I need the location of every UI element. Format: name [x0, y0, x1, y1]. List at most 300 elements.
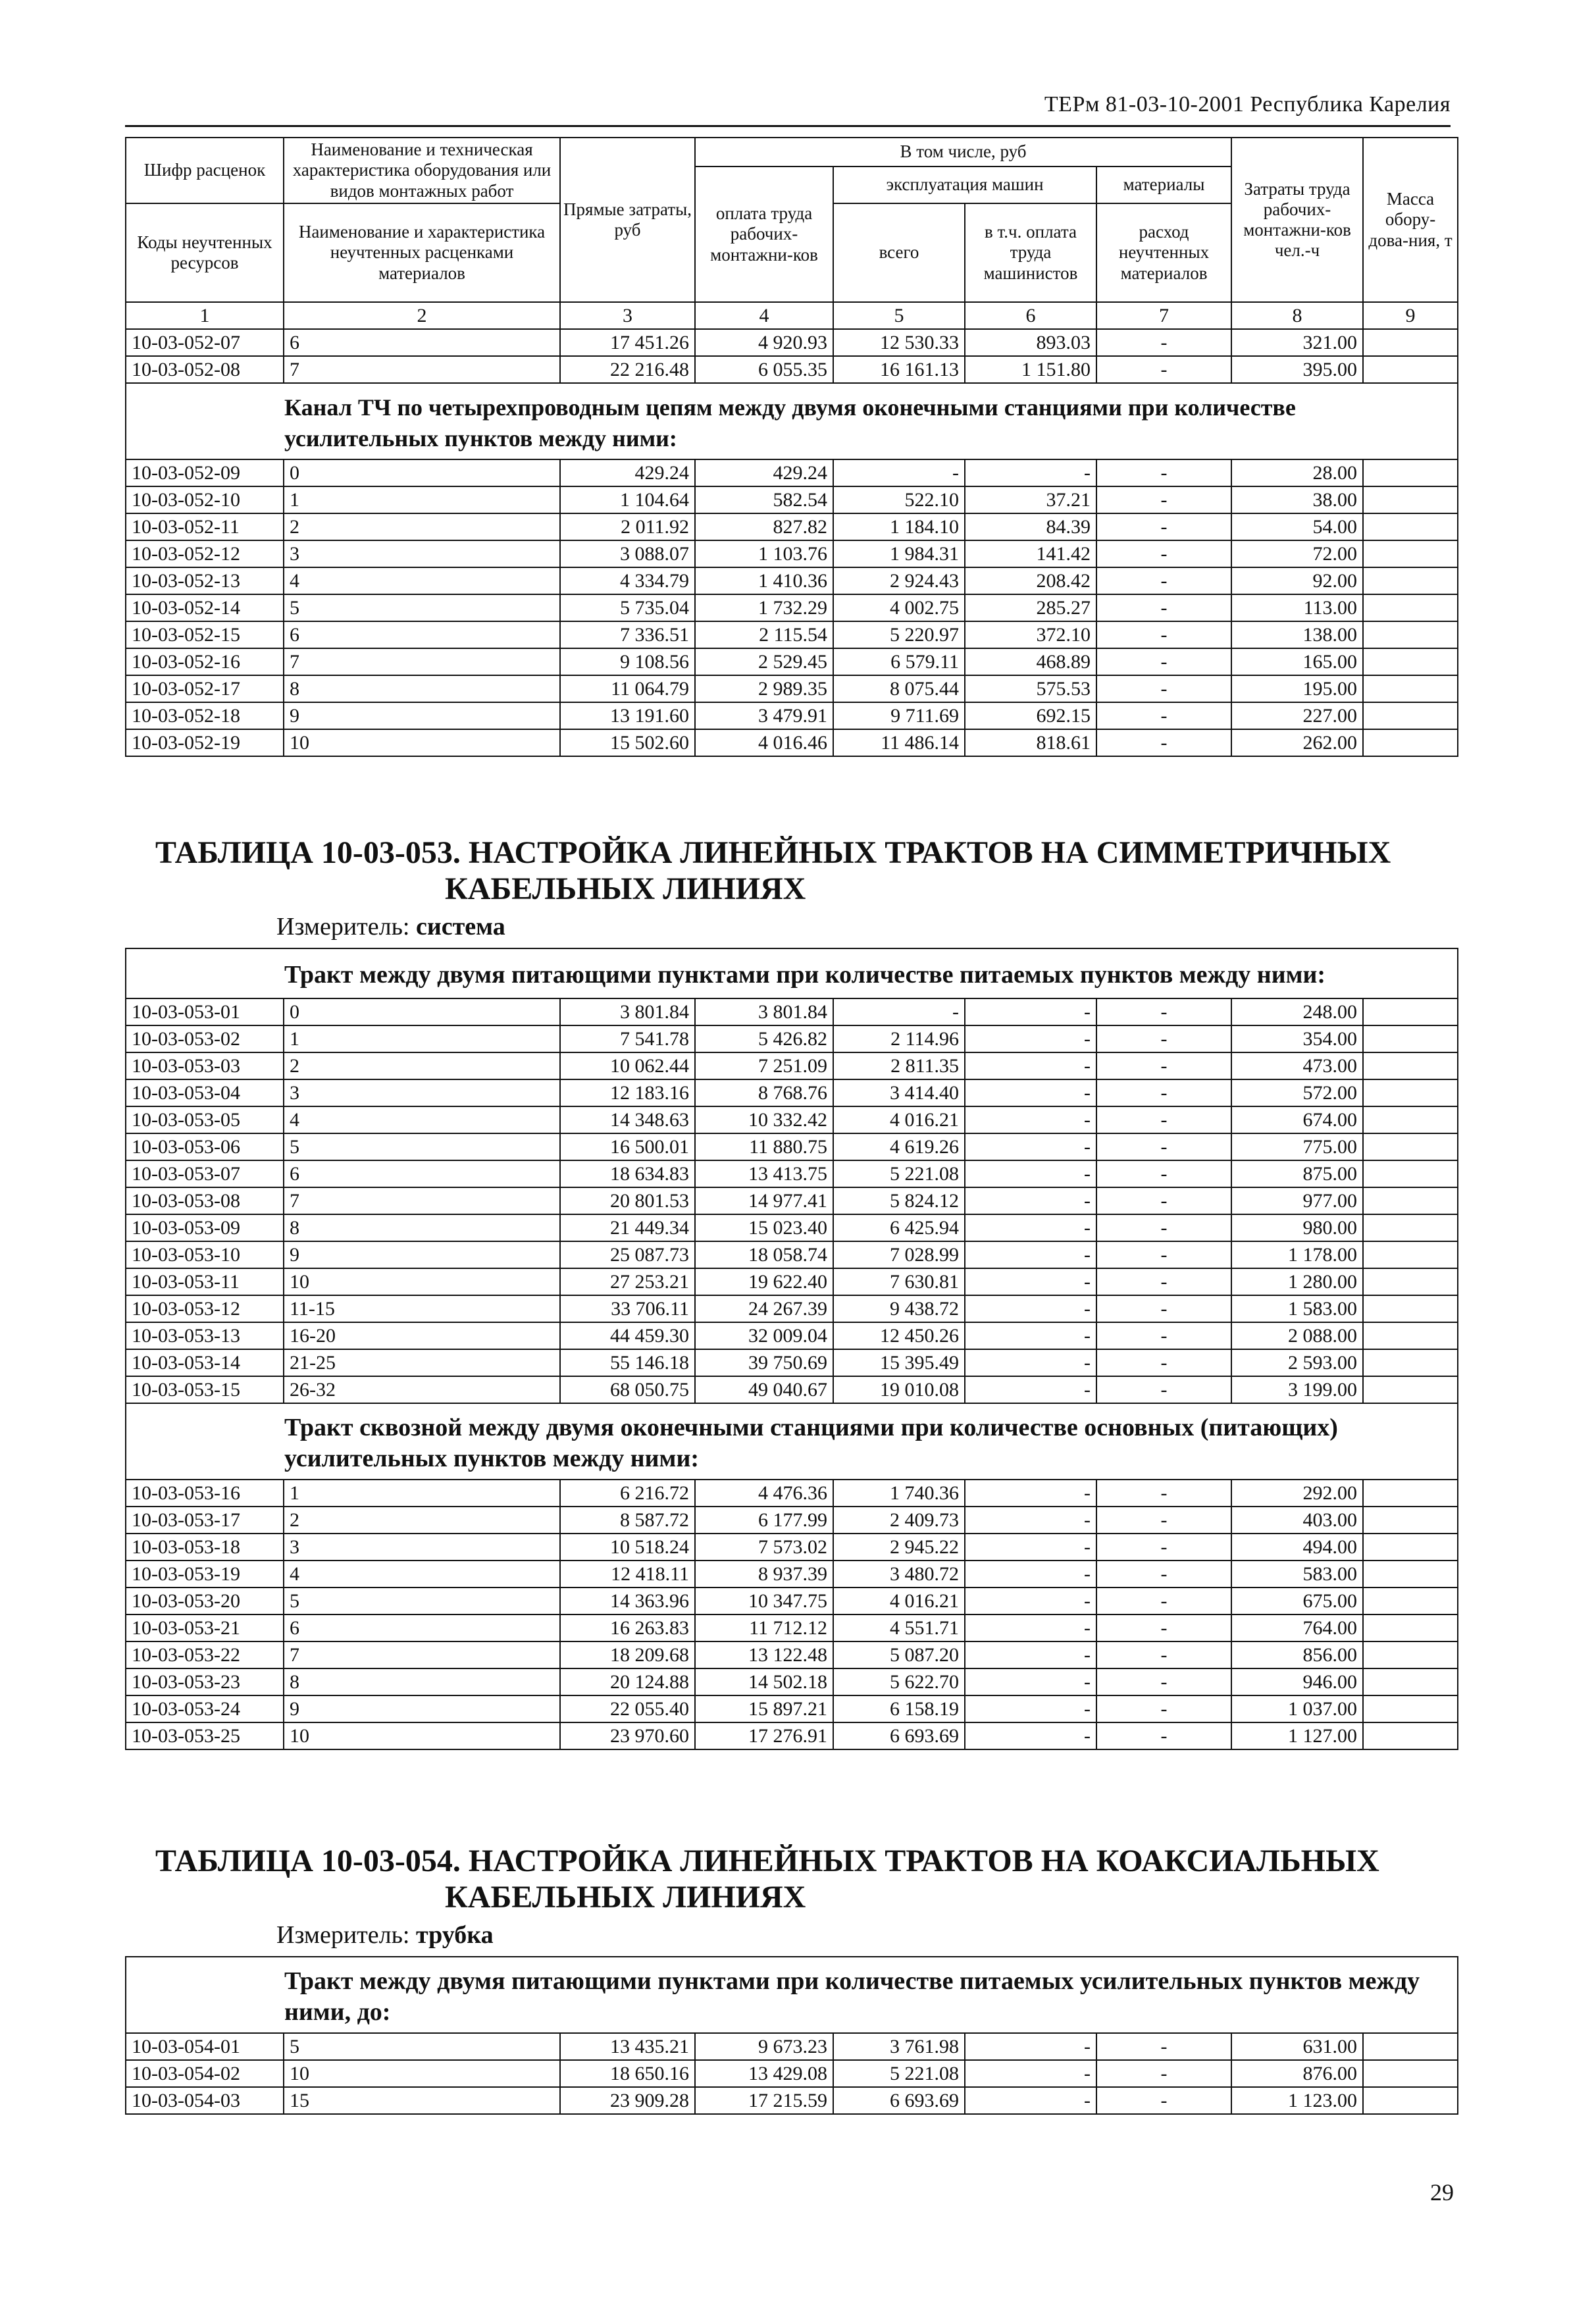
- cell-direct: 25 087.73: [560, 1241, 695, 1268]
- cell-labor: 28.00: [1231, 459, 1363, 486]
- cell-labor-pay: 429.24: [695, 459, 833, 486]
- cell-code: 10-03-053-17: [126, 1507, 284, 1534]
- col-materials-sub: расход неучтенных материалов: [1096, 203, 1231, 302]
- cell-materials: -: [1096, 486, 1231, 513]
- section-title-052: Канал ТЧ по четырехпроводным цепям между двумя оконечными станциями при количестве усилительных пунктов между ними:: [126, 383, 1458, 459]
- cell-labor: 980.00: [1231, 1214, 1363, 1241]
- cell-mass: [1363, 1160, 1458, 1187]
- cell-materials: -: [1096, 567, 1231, 594]
- table-053-block: [125, 948, 1457, 1750]
- cell-mass: [1363, 329, 1458, 356]
- cell-code: 10-03-053-19: [126, 1561, 284, 1588]
- cell-code: 10-03-052-08: [126, 356, 284, 383]
- cell-direct: 12 183.16: [560, 1079, 695, 1106]
- cell-name: 7: [284, 356, 560, 383]
- cell-code: 10-03-053-01: [126, 998, 284, 1025]
- cell-mass: [1363, 1668, 1458, 1695]
- measure-value: трубка: [416, 1921, 494, 1949]
- cell-name: 26-32: [284, 1376, 560, 1403]
- cell-labor-pay: 15 897.21: [695, 1695, 833, 1722]
- cell-materials: -: [1096, 1187, 1231, 1214]
- cell-mass: [1363, 540, 1458, 567]
- table-row: [126, 329, 1458, 356]
- cell-name: 11-15: [284, 1295, 560, 1322]
- table-row: [126, 1214, 1458, 1241]
- cell-name: 1: [284, 1480, 560, 1507]
- cell-direct: 44 459.30: [560, 1322, 695, 1349]
- cell-machines-pay: -: [965, 1106, 1096, 1133]
- cell-labor-pay: 6 177.99: [695, 1507, 833, 1534]
- table-053: [125, 948, 1458, 1750]
- cell-direct: 13 191.60: [560, 702, 695, 729]
- cell-direct: 3 088.07: [560, 540, 695, 567]
- cell-materials: -: [1096, 1534, 1231, 1561]
- cell-materials: -: [1096, 1376, 1231, 1403]
- cell-name: 8: [284, 1668, 560, 1695]
- cell-labor: 1 123.00: [1231, 2087, 1363, 2114]
- cell-machines-pay: 468.89: [965, 648, 1096, 675]
- cell-mass: [1363, 1106, 1458, 1133]
- cell-machines-pay: -: [965, 1268, 1096, 1295]
- cell-mass: [1363, 1614, 1458, 1641]
- cell-direct: 429.24: [560, 459, 695, 486]
- cell-labor-pay: 14 502.18: [695, 1668, 833, 1695]
- cell-materials: -: [1096, 459, 1231, 486]
- table-row: [126, 540, 1458, 567]
- cell-labor: 138.00: [1231, 621, 1363, 648]
- cell-machines-total: 4 551.71: [833, 1614, 965, 1641]
- cell-labor: 631.00: [1231, 2033, 1363, 2060]
- cell-labor-pay: 18 058.74: [695, 1241, 833, 1268]
- cell-labor: 875.00: [1231, 1160, 1363, 1187]
- cell-machines-total: 6 425.94: [833, 1214, 965, 1241]
- cell-materials: -: [1096, 1695, 1231, 1722]
- cell-direct: 11 064.79: [560, 675, 695, 702]
- cell-direct: 8 587.72: [560, 1507, 695, 1534]
- cell-code: 10-03-053-24: [126, 1695, 284, 1722]
- table-row: [126, 594, 1458, 621]
- table-row: [126, 1614, 1458, 1641]
- cell-name: 7: [284, 1187, 560, 1214]
- cell-machines-total: 15 395.49: [833, 1349, 965, 1376]
- cell-labor-pay: 2 529.45: [695, 648, 833, 675]
- cell-machines-pay: 208.42: [965, 567, 1096, 594]
- cell-labor-pay: 2 115.54: [695, 621, 833, 648]
- cell-machines-pay: -: [965, 2060, 1096, 2087]
- cell-machines-pay: -: [965, 1668, 1096, 1695]
- cell-direct: 27 253.21: [560, 1268, 695, 1295]
- cell-mass: [1363, 998, 1458, 1025]
- page-number: 29: [1430, 2179, 1454, 2206]
- cell-labor: 38.00: [1231, 486, 1363, 513]
- measure-label: Измеритель:: [276, 1921, 410, 1949]
- cell-name: 7: [284, 1641, 560, 1668]
- cell-machines-pay: -: [965, 1641, 1096, 1668]
- cell-labor: 1 127.00: [1231, 1722, 1363, 1749]
- cell-labor: 473.00: [1231, 1052, 1363, 1079]
- cell-direct: 22 216.48: [560, 356, 695, 383]
- cell-direct: 5 735.04: [560, 594, 695, 621]
- cell-mass: [1363, 1349, 1458, 1376]
- cell-mass: [1363, 1025, 1458, 1052]
- title-line-2: КАБЕЛЬНЫХ ЛИНИЯХ: [445, 871, 806, 907]
- cell-mass: [1363, 2033, 1458, 2060]
- col-direct: Прямые затраты, руб: [560, 138, 695, 302]
- cell-code: 10-03-053-06: [126, 1133, 284, 1160]
- cell-name: 6: [284, 1160, 560, 1187]
- cell-labor-pay: 8 768.76: [695, 1079, 833, 1106]
- table-row: [126, 621, 1458, 648]
- cell-code: 10-03-053-22: [126, 1641, 284, 1668]
- cell-name: 4: [284, 1106, 560, 1133]
- cell-materials: -: [1096, 1561, 1231, 1588]
- table-row: [126, 702, 1458, 729]
- section-title-054-1: Тракт между двумя питающими пунктами при количестве питаемых усилительных пунктов между ними, до:: [126, 1957, 1458, 2033]
- table-row: [126, 1160, 1458, 1187]
- cell-code: 10-03-053-09: [126, 1214, 284, 1241]
- cell-code: 10-03-054-02: [126, 2060, 284, 2087]
- cell-machines-pay: 372.10: [965, 621, 1096, 648]
- cell-machines-total: 4 002.75: [833, 594, 965, 621]
- table-row: [126, 675, 1458, 702]
- cell-direct: 68 050.75: [560, 1376, 695, 1403]
- cell-labor-pay: 582.54: [695, 486, 833, 513]
- cell-labor-pay: 39 750.69: [695, 1349, 833, 1376]
- cell-machines-pay: -: [965, 1480, 1096, 1507]
- cell-direct: 9 108.56: [560, 648, 695, 675]
- table-054: [125, 1956, 1458, 2115]
- measure-label: Измеритель:: [276, 913, 410, 941]
- cell-mass: [1363, 1052, 1458, 1079]
- table-row: [126, 1695, 1458, 1722]
- cell-labor: 248.00: [1231, 998, 1363, 1025]
- cell-mass: [1363, 648, 1458, 675]
- cell-machines-total: 3 761.98: [833, 2033, 965, 2060]
- cell-code: 10-03-053-08: [126, 1187, 284, 1214]
- cell-materials: -: [1096, 1588, 1231, 1614]
- measure-value: система: [416, 913, 505, 941]
- cell-name: 5: [284, 1588, 560, 1614]
- section-053-2: [126, 1403, 1458, 1480]
- table-row: [126, 1668, 1458, 1695]
- cell-direct: 10 518.24: [560, 1534, 695, 1561]
- cell-labor: 1 178.00: [1231, 1241, 1363, 1268]
- cell-direct: 6 216.72: [560, 1480, 695, 1507]
- cell-labor: 195.00: [1231, 675, 1363, 702]
- cell-name: 1: [284, 486, 560, 513]
- cell-labor: 227.00: [1231, 702, 1363, 729]
- cell-direct: 12 418.11: [560, 1561, 695, 1588]
- cell-materials: -: [1096, 998, 1231, 1025]
- cell-machines-total: 6 693.69: [833, 1722, 965, 1749]
- table-row: [126, 1025, 1458, 1052]
- cell-machines-total: 7 028.99: [833, 1241, 965, 1268]
- table-row: [126, 356, 1458, 383]
- cell-direct: 18 650.16: [560, 2060, 695, 2087]
- rows-053-a: [126, 998, 1458, 1403]
- cell-labor: 764.00: [1231, 1614, 1363, 1641]
- cell-labor-pay: 1 410.36: [695, 567, 833, 594]
- cell-mass: [1363, 1641, 1458, 1668]
- section-title-053-2: Тракт сквозной между двумя оконечными станциями при количестве основных (питающих) усилительных пунктов между ними:: [126, 1403, 1458, 1480]
- cell-labor-pay: 5 426.82: [695, 1025, 833, 1052]
- cell-machines-pay: -: [965, 1160, 1096, 1187]
- cell-code: 10-03-053-16: [126, 1480, 284, 1507]
- table-row: [126, 1376, 1458, 1403]
- cell-code: 10-03-053-07: [126, 1160, 284, 1187]
- cell-machines-total: 5 824.12: [833, 1187, 965, 1214]
- cell-labor-pay: 10 347.75: [695, 1588, 833, 1614]
- cell-code: 10-03-053-18: [126, 1534, 284, 1561]
- cell-materials: -: [1096, 621, 1231, 648]
- cell-direct: 21 449.34: [560, 1214, 695, 1241]
- col-mass: Масса обору-дова-ния, т: [1363, 138, 1458, 302]
- cell-labor-pay: 13 413.75: [695, 1160, 833, 1187]
- table-053-measure: [276, 912, 505, 941]
- cell-mass: [1363, 1507, 1458, 1534]
- table-row: [126, 1268, 1458, 1295]
- cell-machines-pay: 893.03: [965, 329, 1096, 356]
- col-including: В том числе, руб: [695, 138, 1231, 167]
- cell-materials: -: [1096, 1641, 1231, 1668]
- cell-mass: [1363, 2087, 1458, 2114]
- cell-direct: 4 334.79: [560, 567, 695, 594]
- table-row: [126, 1241, 1458, 1268]
- cell-labor: 583.00: [1231, 1561, 1363, 1588]
- cell-materials: -: [1096, 1160, 1231, 1187]
- cell-materials: -: [1096, 1614, 1231, 1641]
- cell-materials: -: [1096, 1349, 1231, 1376]
- cell-labor-pay: 24 267.39: [695, 1295, 833, 1322]
- cell-materials: -: [1096, 1241, 1231, 1268]
- cell-materials: -: [1096, 1268, 1231, 1295]
- cell-labor-pay: 2 989.35: [695, 675, 833, 702]
- rows-052-b: [126, 459, 1458, 756]
- cell-name: 9: [284, 702, 560, 729]
- cell-labor-pay: 49 040.67: [695, 1376, 833, 1403]
- cell-mass: [1363, 729, 1458, 756]
- cell-machines-pay: -: [965, 459, 1096, 486]
- cell-labor: 2 593.00: [1231, 1349, 1363, 1376]
- cell-direct: 14 348.63: [560, 1106, 695, 1133]
- cell-direct: 17 451.26: [560, 329, 695, 356]
- header-rule: [125, 125, 1451, 127]
- cell-direct: 18 634.83: [560, 1160, 695, 1187]
- cell-mass: [1363, 1295, 1458, 1322]
- cell-code: 10-03-052-14: [126, 594, 284, 621]
- cell-materials: -: [1096, 329, 1231, 356]
- cell-direct: 2 011.92: [560, 513, 695, 540]
- cell-name: 3: [284, 1079, 560, 1106]
- cell-mass: [1363, 356, 1458, 383]
- cell-name: 2: [284, 1507, 560, 1534]
- table-row: [126, 1079, 1458, 1106]
- cell-labor: 54.00: [1231, 513, 1363, 540]
- cell-name: 5: [284, 594, 560, 621]
- cell-materials: -: [1096, 1106, 1231, 1133]
- cell-machines-total: 8 075.44: [833, 675, 965, 702]
- cell-code: 10-03-053-03: [126, 1052, 284, 1079]
- cell-labor-pay: 19 622.40: [695, 1268, 833, 1295]
- col-num: 4: [695, 302, 833, 329]
- table-row: [126, 1561, 1458, 1588]
- table-row: [126, 459, 1458, 486]
- col-name-top: Наименование и техническая характеристика оборудования или видов монтажных работ: [284, 138, 560, 203]
- title-line-1: ТАБЛИЦА 10-03-053. НАСТРОЙКА ЛИНЕЙНЫХ ТРАКТОВ НА СИММЕТРИЧНЫХ: [155, 835, 1391, 870]
- cell-labor-pay: 4 476.36: [695, 1480, 833, 1507]
- cell-machines-pay: 692.15: [965, 702, 1096, 729]
- cell-materials: -: [1096, 1322, 1231, 1349]
- col-num: 5: [833, 302, 965, 329]
- cell-materials: -: [1096, 2033, 1231, 2060]
- cell-name: 10: [284, 2060, 560, 2087]
- cell-labor-pay: 4 920.93: [695, 329, 833, 356]
- cell-machines-total: -: [833, 459, 965, 486]
- cell-mass: [1363, 1722, 1458, 1749]
- cell-labor-pay: 1 732.29: [695, 594, 833, 621]
- cell-machines-total: 522.10: [833, 486, 965, 513]
- cell-machines-pay: -: [965, 1588, 1096, 1614]
- cell-mass: [1363, 594, 1458, 621]
- table-row: [126, 1588, 1458, 1614]
- cell-labor: 321.00: [1231, 329, 1363, 356]
- cell-machines-pay: -: [965, 1376, 1096, 1403]
- cell-labor-pay: 827.82: [695, 513, 833, 540]
- col-labor: Затраты труда рабочих-монтажни-ков чел.-ч: [1231, 138, 1363, 302]
- cell-machines-pay: -: [965, 2033, 1096, 2060]
- cell-name: 21-25: [284, 1349, 560, 1376]
- cell-machines-total: 6 693.69: [833, 2087, 965, 2114]
- cell-machines-total: 2 924.43: [833, 567, 965, 594]
- cell-machines-total: 4 016.21: [833, 1106, 965, 1133]
- table-row: [126, 2060, 1458, 2087]
- cell-machines-total: -: [833, 998, 965, 1025]
- cell-code: 10-03-052-13: [126, 567, 284, 594]
- table-row: [126, 1133, 1458, 1160]
- cell-labor: 354.00: [1231, 1025, 1363, 1052]
- cell-machines-total: 4 016.21: [833, 1588, 965, 1614]
- cell-labor: 775.00: [1231, 1133, 1363, 1160]
- table-row: [126, 648, 1458, 675]
- table-054-measure: [276, 1921, 494, 1950]
- cell-name: 9: [284, 1241, 560, 1268]
- cell-code: 10-03-052-17: [126, 675, 284, 702]
- rows-054: [126, 2033, 1458, 2114]
- cell-labor: 1 037.00: [1231, 1695, 1363, 1722]
- cell-name: 7: [284, 648, 560, 675]
- table-row: [126, 1534, 1458, 1561]
- cell-machines-total: 9 711.69: [833, 702, 965, 729]
- cell-labor: 92.00: [1231, 567, 1363, 594]
- cell-direct: 16 263.83: [560, 1614, 695, 1641]
- cell-machines-pay: -: [965, 1322, 1096, 1349]
- cell-labor-pay: 13 429.08: [695, 2060, 833, 2087]
- cell-name: 0: [284, 998, 560, 1025]
- cell-direct: 7 541.78: [560, 1025, 695, 1052]
- col-num: 8: [1231, 302, 1363, 329]
- cell-mass: [1363, 702, 1458, 729]
- cell-machines-total: 3 480.72: [833, 1561, 965, 1588]
- cell-mass: [1363, 1241, 1458, 1268]
- cell-mass: [1363, 1214, 1458, 1241]
- cell-machines-pay: -: [965, 1079, 1096, 1106]
- cell-machines-pay: -: [965, 1214, 1096, 1241]
- cell-machines-total: 7 630.81: [833, 1268, 965, 1295]
- table-054-block: [125, 1956, 1457, 2115]
- cell-machines-total: 1 740.36: [833, 1480, 965, 1507]
- cell-machines-total: 5 087.20: [833, 1641, 965, 1668]
- cell-name: 9: [284, 1695, 560, 1722]
- cell-materials: -: [1096, 2060, 1231, 2087]
- table-row: [126, 1722, 1458, 1749]
- cell-materials: -: [1096, 1079, 1231, 1106]
- cell-machines-pay: -: [965, 1052, 1096, 1079]
- cell-labor: 395.00: [1231, 356, 1363, 383]
- cell-labor-pay: 7 573.02: [695, 1534, 833, 1561]
- col-machines-total: всего: [833, 203, 965, 302]
- cell-labor: 946.00: [1231, 1668, 1363, 1695]
- cell-machines-pay: -: [965, 1133, 1096, 1160]
- cell-direct: 13 435.21: [560, 2033, 695, 2060]
- cell-direct: 33 706.11: [560, 1295, 695, 1322]
- cell-labor: 262.00: [1231, 729, 1363, 756]
- cell-mass: [1363, 675, 1458, 702]
- cell-machines-pay: 84.39: [965, 513, 1096, 540]
- cell-machines-total: 2 409.73: [833, 1507, 965, 1534]
- cell-machines-total: 5 622.70: [833, 1668, 965, 1695]
- cell-labor-pay: 10 332.42: [695, 1106, 833, 1133]
- cell-name: 1: [284, 1025, 560, 1052]
- table-row: [126, 513, 1458, 540]
- cell-labor: 165.00: [1231, 648, 1363, 675]
- cell-labor: 1 583.00: [1231, 1295, 1363, 1322]
- col-num: 1: [126, 302, 284, 329]
- cell-name: 6: [284, 1614, 560, 1641]
- cell-materials: -: [1096, 356, 1231, 383]
- cell-materials: -: [1096, 648, 1231, 675]
- cell-name: 15: [284, 2087, 560, 2114]
- cell-mass: [1363, 1268, 1458, 1295]
- cell-materials: -: [1096, 1668, 1231, 1695]
- cell-machines-pay: -: [965, 1695, 1096, 1722]
- cell-materials: -: [1096, 2087, 1231, 2114]
- cell-code: 10-03-053-14: [126, 1349, 284, 1376]
- cell-direct: 10 062.44: [560, 1052, 695, 1079]
- cell-code: 10-03-053-13: [126, 1322, 284, 1349]
- cell-mass: [1363, 1561, 1458, 1588]
- cell-code: 10-03-052-09: [126, 459, 284, 486]
- cell-name: 5: [284, 1133, 560, 1160]
- cell-materials: -: [1096, 513, 1231, 540]
- cell-materials: -: [1096, 1133, 1231, 1160]
- table-054-title: [155, 1843, 1379, 1915]
- cell-machines-pay: 285.27: [965, 594, 1096, 621]
- cell-name: 0: [284, 459, 560, 486]
- cell-machines-pay: -: [965, 1241, 1096, 1268]
- table-row: [126, 486, 1458, 513]
- table-row: [126, 1507, 1458, 1534]
- cell-machines-total: 4 619.26: [833, 1133, 965, 1160]
- cell-labor: 72.00: [1231, 540, 1363, 567]
- cell-mass: [1363, 1534, 1458, 1561]
- cell-labor-pay: 8 937.39: [695, 1561, 833, 1588]
- cell-code: 10-03-053-21: [126, 1614, 284, 1641]
- cell-name: 10: [284, 1722, 560, 1749]
- col-num: 2: [284, 302, 560, 329]
- title-line-2: КАБЕЛЬНЫХ ЛИНИЯХ: [445, 1880, 806, 1915]
- cell-materials: -: [1096, 1722, 1231, 1749]
- cell-direct: 23 909.28: [560, 2087, 695, 2114]
